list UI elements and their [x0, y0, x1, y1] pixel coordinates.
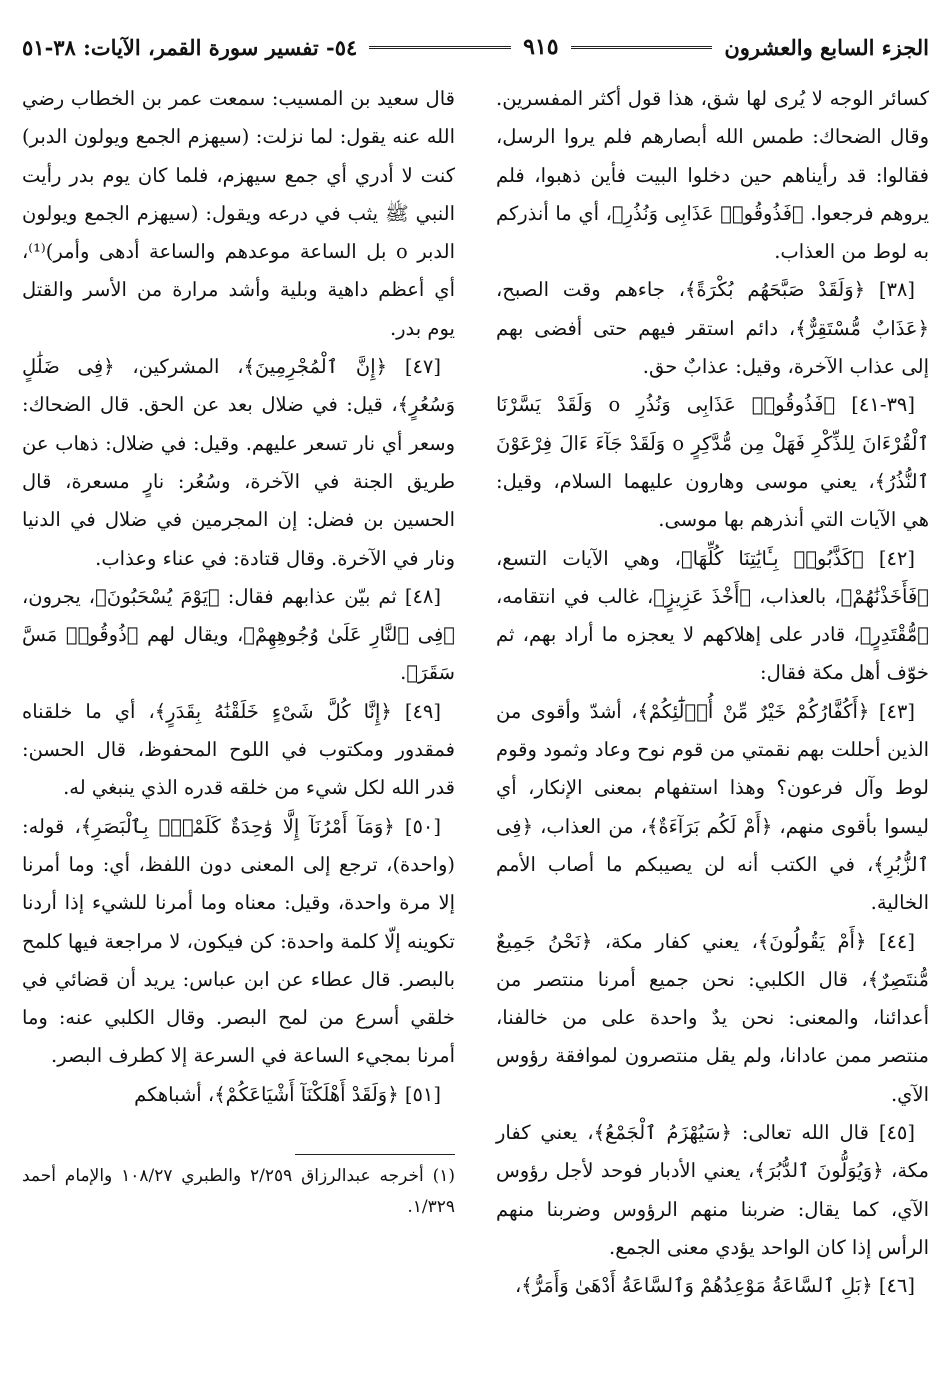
footnote-rule	[295, 1154, 455, 1155]
text-columns	[22, 80, 929, 1306]
right-column	[496, 80, 929, 1306]
paragraph: [٣٩-٤١] ﴿فَذُوقُوا۟ عَذَابِى وَنُذُرِ o وَلَقَدْ يَسَّرْنَا ٱلْقُرْءَانَ لِلذِّكْرِ فَهَلْ مِن مُّدَّكِرٍ o وَلَقَدْ جَآءَ ءَالَ فِرْعَوْنَ ٱلنُّذُرُ﴾، يعني موسى وهارون عليهما السلام، وقيل: هي الآيات التي أنذرهم بها موسى.	[496, 393, 929, 532]
left-column	[22, 80, 455, 1306]
paragraph: قال سعيد بن المسيب: سمعت عمر بن الخطاب رضي الله عنه يقول: لما نزلت: (سيهزم الجمع ويولون الدبر) كنت لا أدري أي جمع سيهزم، فلما كان يوم بدر رأيت النبي ﷺ يثب في درعه ويقول: (سيهزم الجمع ويولون الدبر o بل الساعة موعدهم والساعة أدهى وأمر)⁽¹⁾، أي أعظم داهية وبلية وأشد مرارة من الأسر والقتل يوم بدر.	[22, 87, 455, 340]
header-rule-right	[571, 46, 713, 49]
paragraph: [٤٣] ﴿أَكُفَّارُكُمْ خَيْرٌ مِّنْ أُو۟لَٰٓئِكُمْ﴾، أشدّ وأقوى من الذين أحللت بهم نقمتي من قوم نوح وعاد وثمود وقوم لوط وآل فرعون؟ وهذا استفهام بمعنى الإنكار، أي ليسوا بأقوى منهم، ﴿أَمْ لَكُم بَرَآءَةٌ﴾، من العذاب، ﴿فِى ٱلزُّبُرِ﴾، في الكتب أنه لن يصيبكم ما أصاب الأمم الخالية.	[496, 699, 929, 915]
paragraph: [٥٠] ﴿وَمَآ أَمْرُنَآ إِلَّا وَٰحِدَةٌ كَلَمْحٍۭ بِٱلْبَصَرِ﴾، قوله: (واحدة)، ترجع إلى المعنى دون اللفظ، أي: وما أمرنا إلا مرة واحدة، وقيل: معناه وما أمرنا للشيء إذا أردنا تكوينه إلّا كلمة واحدة: كن فيكون، لا مراجعة فيها كلمح بالبصر. قال عطاء عن ابن عباس: يريد أن قضائي في خلقي أسرع من لمح البصر. وقال الكلبي عنه: وما أمرنا بمجيء الساعة في السرعة إلا كطرف البصر.	[22, 814, 455, 1068]
paragraph: [٤٦] ﴿بَلِ ٱلسَّاعَةُ مَوْعِدُهُمْ وَٱلسَّاعَةُ أَدْهَىٰ وَأَمَرُّ﴾،	[514, 1274, 915, 1298]
paragraph: كسائر الوجه لا يُرى لها شق، هذا قول أكثر المفسرين. وقال الضحاك: طمس الله أبصارهم فلم يروا الرسل، فقالوا: قد رأيناهم حين دخلوا البيت فأين ذهبوا، فلم يروهم فرجعوا. ﴿فَذُوقُوا۟ عَذَابِى وَنُذُرِ﴾، أي ما أنذركم به لوط من العذاب.	[496, 87, 929, 264]
footnote: (١) أخرجه عبدالرزاق ٢/٢٥٩ والطبري ١٠٨/٢٧ والإمام أحمد ١/٣٢٩.	[22, 1166, 455, 1218]
paragraph: [٤٧] ﴿إِنَّ ٱلْمُجْرِمِينَ﴾، المشركين، ﴿فِى ضَلَٰلٍ وَسُعُرٍ﴾، قيل: في ضلال بعد عن الحق. قال الضحاك: وسعر أي نار تسعر عليهم. وقيل: في ضلال: ذهاب عن طريق الجنة في الآخرة، وسُعُر: نارٍ مسعرة، قال الحسين بن فضل: إن المجرمين في ضلال في الدنيا ونار في الآخرة. وقال قتادة: في عناء وعذاب.	[22, 355, 455, 570]
paragraph: [٤٥] قال الله تعالى: ﴿سَيُهْزَمُ ٱلْجَمْعُ﴾، يعني كفار مكة، ﴿وَيُوَلُّونَ ٱلدُّبُرَ﴾، يعني الأدبار فوحد لأجل رؤوس الآي، كما يقال: ضربنا منهم الرؤوس وضربنا منهم الرأس إذا كان الواحد يؤدي معنى الجمع.	[496, 1121, 929, 1259]
paragraph: [٤٤] ﴿أَمْ يَقُولُونَ﴾، يعني كفار مكة، ﴿نَحْنُ جَمِيعٌ مُّنتَصِرٌ﴾، قال الكلبي: نحن جميع أمرنا منتصر من أعدائنا، والمعنى: نحن يدٌ واحدة على من خالفنا، منتصر ممن عادانا، ولم يقل منتصرون لموافقة رؤوس الآي.	[496, 929, 929, 1106]
paragraph: [٤٢] ﴿كَذَّبُوا۟ بِـَٔايَٰتِنَا كُلِّهَا﴾، وهي الآيات التسع، ﴿فَأَخَذْنَٰهُمْ﴾، بالعذاب، ﴿أَخْذَ عَزِيزٍ﴾، غالب في انتقامه، ﴿مُّقْتَدِرٍ﴾، قادر على إهلاكهم لا يعجزه ما أراد بهم، ثم خوّف أهل مكة فقال:	[496, 546, 929, 685]
paragraph: [٣٨] ﴿وَلَقَدْ صَبَّحَهُم بُكْرَةً﴾، جاءهم وقت الصبح، ﴿عَذَابٌ مُّسْتَقِرٌّ﴾، دائم استقر فيهم حتى أفضى بهم إلى عذاب الآخرة، وقيل: عذابٌ حق.	[496, 278, 929, 379]
paragraph: [٤٨] ثم بيّن عذابهم فقال: ﴿يَوْمَ يُسْحَبُونَ﴾، يجرون، ﴿فِى ٱلنَّارِ عَلَىٰ وُجُوهِهِمْ﴾، ويقال لهم ﴿ذُوقُوا۟ مَسَّ سَقَرَ﴾.	[22, 584, 455, 685]
surah-title: ٥٤- تفسير سورة القمر، الآيات: ٣٨-٥١	[22, 34, 358, 60]
paragraph: [٥١] ﴿وَلَقَدْ أَهْلَكْنَآ أَشْيَاعَكُمْ﴾، أشباهكم	[134, 1082, 441, 1106]
running-header	[22, 30, 929, 64]
page-number: ٩١٥	[523, 34, 559, 60]
part-title: الجزء السابع والعشرون	[724, 34, 929, 60]
header-rule-left	[369, 46, 511, 49]
paragraph: [٤٩] ﴿إِنَّا كُلَّ شَىْءٍ خَلَقْنَٰهُ بِقَدَرٍ﴾، أي ما خلقناه فمقدور ومكتوب في اللوح المحفوظ، قال الحسن: قدر الله لكل شيء من خلقه قدره الذي ينبغي له.	[22, 699, 455, 800]
footnote-area	[22, 1154, 455, 1223]
